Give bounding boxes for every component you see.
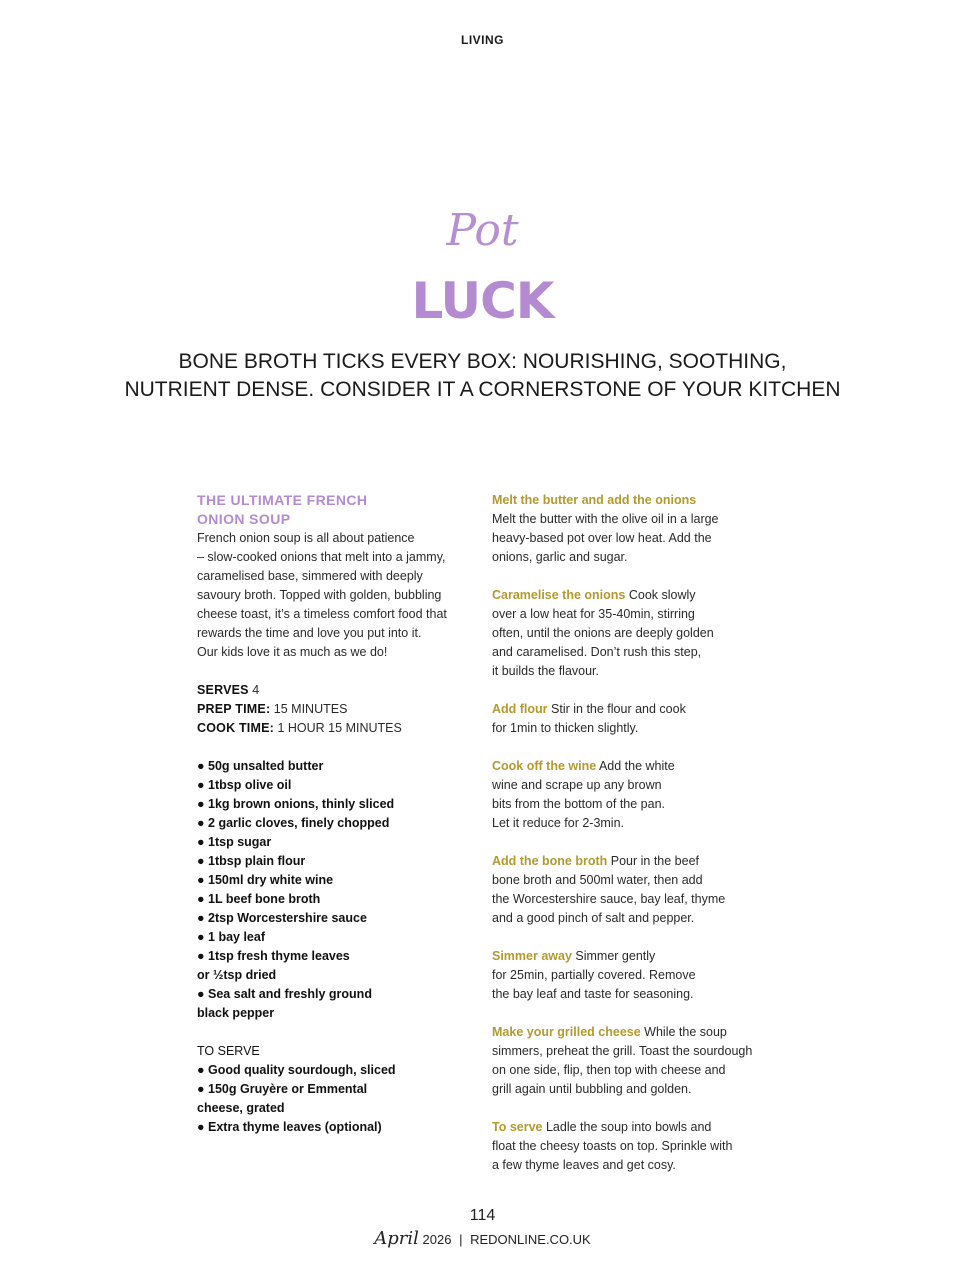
intro-line: French onion soup is all about patience	[197, 531, 415, 545]
ingredient-item: or ½tsp dried	[197, 968, 277, 982]
page-number: 114	[469, 1207, 496, 1224]
method-step	[492, 491, 777, 567]
intro-line: Our kids love it as much as we do!	[197, 645, 388, 659]
step-line: it builds the flavour.	[492, 664, 600, 678]
step-heading: Simmer away	[492, 949, 572, 963]
method-step	[492, 757, 777, 833]
step-line: a few thyme leaves and get cosy.	[492, 1158, 676, 1172]
step-line: While the soup	[640, 1025, 727, 1039]
step-line: Melt the butter with the olive oil in a large	[492, 512, 719, 526]
serves-value: 4	[252, 683, 260, 697]
cook-time-value: 1 HOUR 15 MINUTES	[277, 721, 402, 735]
step-line: for 1min to thicken slightly.	[492, 721, 639, 735]
intro-line: rewards the time and love you put into it.	[197, 626, 422, 640]
ingredient-item: black pepper	[197, 1006, 275, 1020]
step-line: and caramelised. Don’t rush this step,	[492, 645, 702, 659]
method-step	[492, 947, 777, 1004]
ingredient-item: ● 1tsp sugar	[197, 835, 272, 849]
step-line: Let it reduce for 2-3min.	[492, 816, 625, 830]
step-line: bone broth and 500ml water, then add	[492, 873, 703, 887]
step-line: simmers, preheat the grill. Toast the sourdough	[492, 1044, 753, 1058]
method-step	[492, 1023, 777, 1099]
step-line: onions, garlic and sugar.	[492, 550, 628, 564]
footer-month: April	[374, 1228, 419, 1249]
step-heading: Caramelise the onions	[492, 588, 626, 602]
method-step	[492, 700, 777, 738]
step-line: float the cheesy toasts on top. Sprinkle with	[492, 1139, 733, 1153]
ingredients-list	[197, 757, 472, 1023]
method-column	[492, 491, 777, 1194]
step-line: grill again until bubbling and golden.	[492, 1082, 692, 1096]
step-line: Ladle the soup into bowls and	[542, 1120, 712, 1134]
intro-line: caramelised base, simmered with deeply	[197, 569, 423, 583]
recipe-title-line: THE ULTIMATE FRENCH	[197, 492, 368, 508]
ingredient-item: ● Sea salt and freshly ground	[197, 987, 372, 1001]
step-line: and a good pinch of salt and pepper.	[492, 911, 695, 925]
to-serve-item: cheese, grated	[197, 1101, 285, 1115]
to-serve-item: ● Extra thyme leaves (optional)	[197, 1120, 382, 1134]
ingredient-item: ● 1tbsp plain flour	[197, 854, 306, 868]
step-line: the bay leaf and taste for seasoning.	[492, 987, 694, 1001]
ingredient-item: ● 2tsp Worcestershire sauce	[197, 911, 367, 925]
standfirst	[0, 348, 965, 404]
section-label: LIVING	[460, 33, 504, 47]
to-serve-item: ● 150g Gruyère or Emmental	[197, 1082, 368, 1096]
ingredient-item: ● 2 garlic cloves, finely chopped	[197, 816, 390, 830]
standfirst-line: BONE BROTH TICKS EVERY BOX: NOURISHING, SOOTHING,	[178, 350, 787, 373]
ingredient-item: ● 1 bay leaf	[197, 930, 265, 944]
standfirst-line: NUTRIENT DENSE. CONSIDER IT A CORNERSTONE OF YOUR KITCHEN	[124, 378, 841, 401]
step-line: Add the white	[596, 759, 675, 773]
prep-time	[197, 700, 472, 719]
ingredient-item: ● 150ml dry white wine	[197, 873, 334, 887]
step-line: the Worcestershire sauce, bay leaf, thyme	[492, 892, 726, 906]
step-line: on one side, flip, then top with cheese and	[492, 1063, 726, 1077]
ingredient-item: ● 1tsp fresh thyme leaves	[197, 949, 350, 963]
ingredient-item: ● 1L beef bone broth	[197, 892, 321, 906]
step-line: heavy-based pot over low heat. Add the	[492, 531, 712, 545]
step-line: for 25min, partially covered. Remove	[492, 968, 696, 982]
method-step	[492, 1118, 777, 1175]
step-line: Simmer gently	[571, 949, 656, 963]
prep-time-label: PREP TIME:	[197, 702, 271, 716]
serves-label: SERVES	[197, 683, 249, 697]
step-heading: Melt the butter and add the onions	[492, 493, 697, 507]
cook-time-label: COOK TIME:	[197, 721, 274, 735]
ingredient-item: ● 50g unsalted butter	[197, 759, 324, 773]
ingredient-item: ● 1tbsp olive oil	[197, 778, 292, 792]
step-heading: Add the bone broth	[492, 854, 608, 868]
to-serve-heading: TO SERVE	[197, 1044, 260, 1058]
step-line: Stir in the flour and cook	[547, 702, 686, 716]
step-line: Cook slowly	[625, 588, 696, 602]
recipe-title	[197, 491, 397, 529]
step-heading: Cook off the wine	[492, 759, 597, 773]
headline-main: LUCK	[411, 272, 554, 330]
footer-year: 2026	[422, 1232, 452, 1247]
recipe-title-line: ONION SOUP	[197, 511, 291, 527]
footer-separator: |	[459, 1232, 463, 1247]
method-step	[492, 586, 777, 681]
step-heading: To serve	[492, 1120, 543, 1134]
step-heading: Make your grilled cheese	[492, 1025, 641, 1039]
step-line: bits from the bottom of the pan.	[492, 797, 666, 811]
ingredient-item: ● 1kg brown onions, thinly sliced	[197, 797, 395, 811]
cook-time	[197, 719, 472, 738]
step-line: often, until the onions are deeply golden	[492, 626, 714, 640]
step-line: over a low heat for 35-40min, stirring	[492, 607, 695, 621]
to-serve-list	[197, 1061, 472, 1137]
prep-time-value: 15 MINUTES	[273, 702, 348, 716]
method-step	[492, 852, 777, 928]
step-heading: Add flour	[492, 702, 548, 716]
intro-line: savoury broth. Topped with golden, bubbling	[197, 588, 442, 602]
recipe-left-column	[197, 491, 472, 1137]
footer-folio	[0, 1228, 965, 1249]
step-line: Pour in the beef	[607, 854, 699, 868]
headline-script: Pot	[446, 205, 519, 256]
intro-line: – slow-cooked onions that melt into a jammy,	[197, 550, 446, 564]
serves	[197, 681, 472, 700]
intro-line: cheese toast, it’s a timeless comfort food that	[197, 607, 447, 621]
footer-site: REDONLINE.CO.UK	[470, 1232, 591, 1247]
step-line: wine and scrape up any brown	[492, 778, 662, 792]
to-serve-item: ● Good quality sourdough, sliced	[197, 1063, 396, 1077]
recipe-intro	[197, 529, 472, 662]
